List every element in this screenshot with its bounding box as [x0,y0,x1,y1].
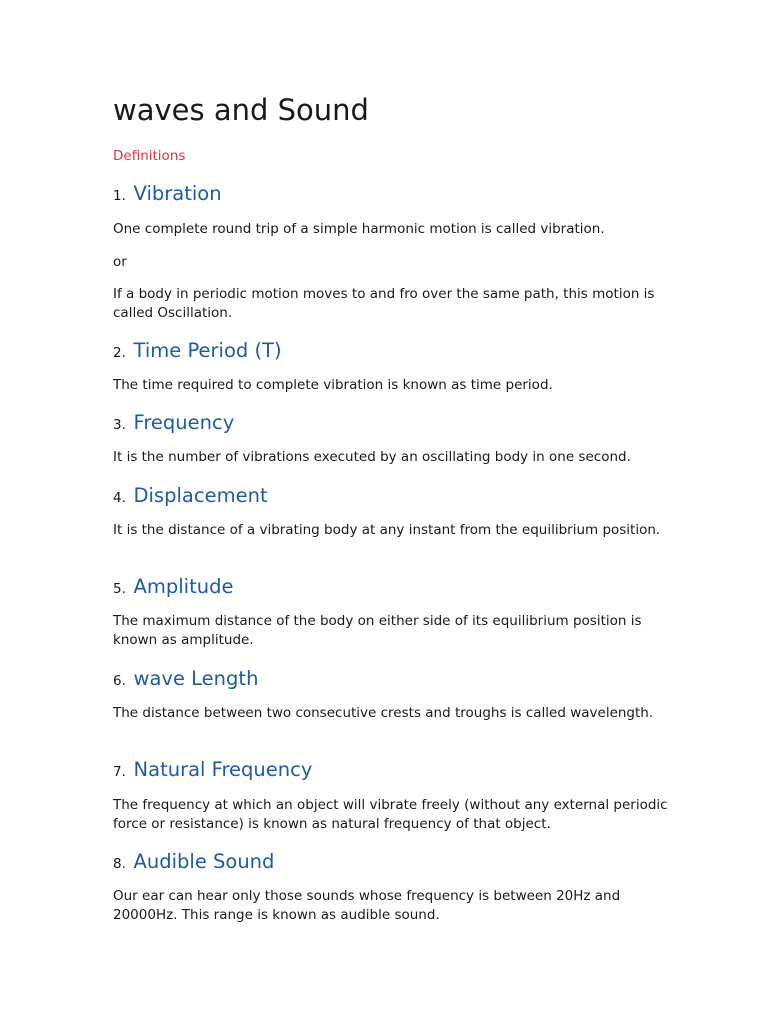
heading-number: 5. [113,581,126,597]
heading-vibration [113,178,222,210]
heading-number: 2. [113,345,126,361]
paragraph-oscillation-definition: If a body in periodic motion moves to and fro over the same path, this motion is called Oscillation. [113,286,655,321]
heading-number: 8. [113,856,126,872]
paragraph-frequency-definition: It is the number of vibrations executed by an oscillating body in one second. [113,449,631,465]
paragraph-natural-frequency-definition: The frequency at which an object will vibrate freely (without any external periodic force or resistance) is known as natural frequency of that object. [113,797,668,832]
section-label-definitions: Definitions [113,148,186,164]
heading-text: Audible Sound [133,850,275,873]
heading-number: 4. [113,490,126,506]
paragraph-or: or [113,254,127,270]
paragraph-audible-sound-definition: Our ear can hear only those sounds whose frequency is between 20Hz and 20000Hz. This range is known as audible sound. [113,888,621,923]
heading-audible-sound [113,846,274,878]
heading-number: 7. [113,764,126,780]
heading-text: wave Length [133,667,259,690]
heading-wave-length [113,663,258,695]
heading-time-period [113,335,282,367]
heading-text: Frequency [133,411,235,434]
heading-amplitude [113,571,233,603]
heading-text: Amplitude [133,575,234,598]
heading-number: 6. [113,673,126,689]
paragraph-wave-length-definition: The distance between two consecutive crests and troughs is called wavelength. [113,705,654,721]
heading-number: 1. [113,188,126,204]
paragraph-time-period-definition: The time required to complete vibration is known as time period. [113,377,553,393]
heading-natural-frequency [113,754,312,786]
paragraph-displacement-definition: It is the distance of a vibrating body at any instant from the equilibrium position. [113,522,661,538]
heading-text: Time Period (T) [133,339,282,362]
heading-text: Vibration [133,182,222,205]
paragraph-amplitude-definition: The maximum distance of the body on either side of its equilibrium position is known as amplitude. [113,613,642,648]
page-title: waves and Sound [113,93,369,127]
heading-text: Natural Frequency [133,758,313,781]
paragraph-vibration-definition: One complete round trip of a simple harmonic motion is called vibration. [113,221,605,237]
heading-number: 3. [113,417,126,433]
heading-text: Displacement [133,484,268,507]
heading-frequency [113,407,234,439]
heading-displacement [113,480,268,512]
